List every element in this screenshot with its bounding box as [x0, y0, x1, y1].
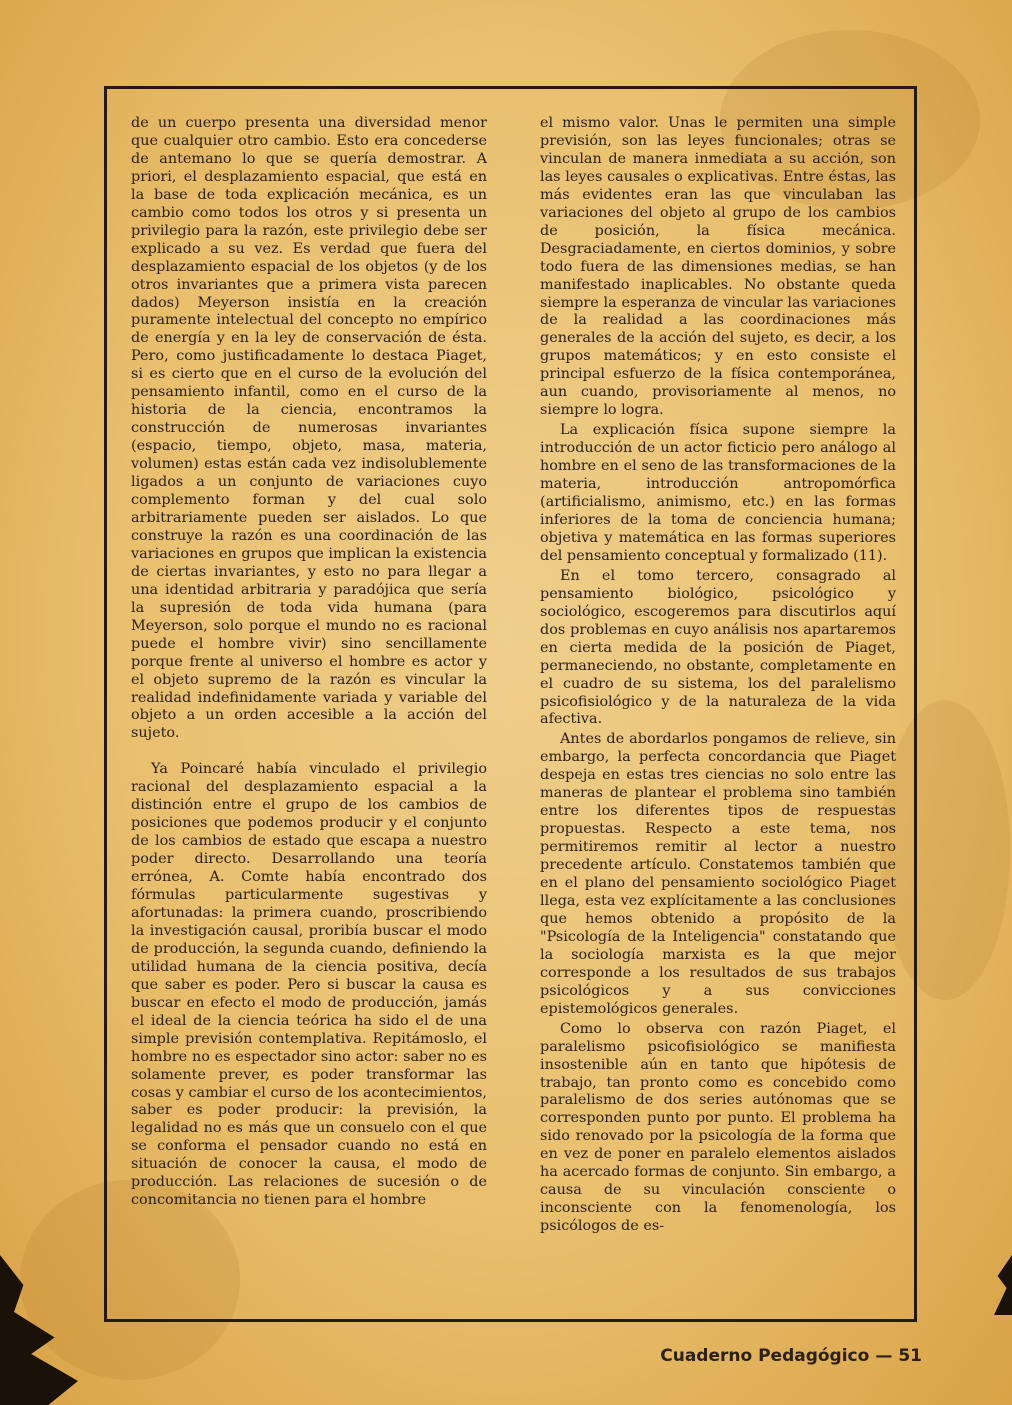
- left-column: [131, 115, 487, 1210]
- page-footer: [660, 1346, 922, 1366]
- paragraph: Antes de abordarlos pongamos de relieve, sin embargo, la perfecta concordancia que Piaget despeja en estas tres ciencias no solo entre las maneras de plantear el problema sino también entre los diferentes tipos de respuestas propuestas. Respecto a este tema, nos permitiremos remitir al lector a nuestro precedente artículo. Constatemos también que en el plano del pensamiento sociológico Piaget llega, esta vez explícitamente a las conclusiones que hemos obtenido a propósito de la "Psicología de la Inteligencia" constatando que la sociología marxista es la que mejor corresponde a los resultados de sus trabajos psicológicos y a sus convicciones epistemológicos generales.: [540, 731, 896, 1017]
- page-number: 51: [898, 1346, 922, 1366]
- paragraph: La explicación física supone siempre la introducción de un actor ficticio pero análogo al hombre en el seno de las transformaciones de la materia, introducción antropomórfica (artificialismo, animismo, etc.) en las formas inferiores de la toma de conciencia humana; objetiva y matemática en las formas superiores del pensamiento conceptual y formalizado (11).: [540, 422, 896, 564]
- paragraph: el mismo valor. Unas le permiten una simple previsión, son las leyes funcionales; otras se vinculan de manera inmediata a su acción, son las leyes causales o explicativas. Entre éstas, las más evidentes eran las que vinculaban las variaciones del objeto al grupo de los cambios de posición, la física mecánica. Desgraciadamente, en ciertos dominios, y sobre todo fuera de las dimensiones medias, se han manifestado inaplicables. No obstante queda siempre la esperanza de vincular las variaciones de la realidad a las coordinaciones más generales de la acción del sujeto, es decir, a los grupos matemáticos; y en esto consiste el principal esfuerzo de la física contemporánea, aun cuando, provisoriamente al menos, no siempre lo logra.: [540, 115, 896, 419]
- paragraph: Ya Poincaré había vinculado el privilegio racional del desplazamiento espacial a la distinción entre el grupo de los cambios de posiciones que podemos producir y el conjunto de los cambios de estado que escapa a nuestro poder directo. Desarrollando una teoría errónea, A. Comte había encontrado dos fórmulas particularmente sugestivas y afortunadas: la primera cuando, proscribiendo la investigación causal, proribía buscar el modo de producción, la segunda cuando, definiendo la utilidad humana de la ciencia positiva, decía que saber es poder. Pero si buscar la causa es buscar en efecto el modo de producción, jamás el ideal de la ciencia teórica ha sido el de una simple previsión contemplativa. Repitámoslo, el hombre no es espectador sino actor: saber no es solamente prever, es poder transformar las cosas y cambiar el curso de los acontecimientos, saber es poder producir: la previsión, la legalidad no es más que un consuelo con el que se conforma el pensador cuando no está en situación de conocer la causa, el modo de producción. Las relaciones de sucesión o de concomitancia no tienen para el hombre: [131, 761, 487, 1209]
- torn-edge: [994, 1255, 1012, 1315]
- paragraph: En el tomo tercero, consagrado al pensamiento biológico, psicológico y sociológico, escogeremos para discutirlos aquí dos problemas en cuyo análisis nos apartaremos en cierta medida de la posición de Piaget, permaneciendo, no obstante, completamente en el cuadro de su sistema, los del paralelismo psicofisiológico y de la naturaleza de la vida afectiva.: [540, 567, 896, 728]
- publication-title: Cuaderno Pedagógico: [660, 1346, 870, 1366]
- footer-dash: —: [875, 1346, 893, 1366]
- right-column: [540, 115, 896, 1236]
- paragraph: Como lo observa con razón Piaget, el paralelismo psicofisiológico se manifiesta insostenible aún en tanto que hipótesis de trabajo, tan pronto como es concebido como paralelismo de dos series autónomas que se corresponden punto por punto. El problema ha sido renovado por la psicología de la forma que en vez de poner en paralelo elementos aislados ha acercado formas de conjunto. Sin embargo, a causa de su vinculación consciente o inconsciente con la fenomenología, los psicólogos de es-: [540, 1020, 896, 1235]
- paragraph: de un cuerpo presenta una diversidad menor que cualquier otro cambio. Esto era concederse de antemano lo que se quería demostrar. A priori, el desplazamiento espacial, que está en la base de toda explicación mecánica, es un cambio como todos los otros y si presenta un privilegio para la razón, este privilegio debe ser explicado a su vez. Es verdad que fuera del desplazamiento espacial de los objetos (y de los otros invariantes que a primera vista parecen dados) Meyerson insistía en la creación puramente intelectual del concepto no empírico de energía y en la ley de conservación de ésta. Pero, como justificadamente lo destaca Piaget, si es cierto que en el curso de la evolución del pensamiento infantil, como en el curso de la historia de la ciencia, encontramos la construcción de numerosas invariantes (espacio, tiempo, objeto, masa, materia, volumen) estas están cada vez indisolublemente ligados a un conjunto de variaciones cuyo complemento forman y del cual solo arbitrariamente pueden ser aislados. Lo que construye la razón es una coordinación de las variaciones en grupos que implican la existencia de ciertas invariantes, y esto no para llegar a una identidad arbitraria y paradójica que sería la supresión de toda vida humana (para Meyerson, solo porque el mundo no es racional puede el hombre vivir) sino sencillamente porque frente al universo el hombre es actor y el objeto supremo de la razón es vincular la realidad indefinidamente variada y variable del objeto a un orden accesible a la acción del sujeto.: [131, 115, 487, 742]
